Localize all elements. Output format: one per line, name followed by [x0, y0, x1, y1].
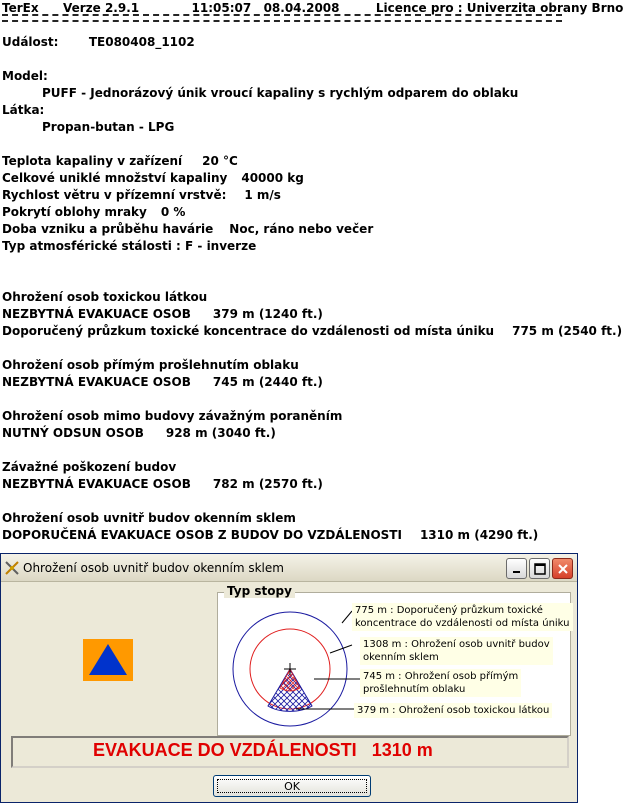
close-button[interactable]	[552, 558, 573, 579]
hazard-title: Závažné poškození budov	[2, 460, 177, 474]
hazard-icon	[4, 560, 20, 576]
legend-item: 379 m : Ohrožení osob toxickou látkou	[354, 703, 552, 718]
minimize-icon	[510, 562, 524, 576]
ok-button[interactable]: OK	[213, 775, 371, 797]
leader-line	[330, 645, 352, 653]
hazard-action: NUTNÝ ODSUN OSOB 928 m (3040 ft.)	[2, 426, 276, 440]
dialog-title: Ohrožení osob uvnitř budov okenním sklem	[23, 561, 284, 575]
substance-label: Látka:	[2, 103, 45, 117]
hazard-title: Ohrožení osob mimo budovy závažným poraněním	[2, 409, 343, 423]
param-row: Doba vzniku a průběhu havárie Noc, ráno nebo večer	[2, 222, 374, 236]
hazard-action: NEZBYTNÁ EVAKUACE OSOB 745 m (2440 ft.)	[2, 375, 323, 389]
group-label: Typ stopy	[224, 584, 295, 598]
model-label: Model:	[2, 69, 48, 83]
minimize-button[interactable]	[506, 558, 527, 579]
model-value: PUFF - Jednorázový únik vroucí kapaliny s rychlým odparem do oblaku	[42, 86, 519, 100]
maximize-button[interactable]	[529, 558, 550, 579]
hazard-recommendation: Doporučený průzkum toxické koncentrace do vzdálenosti od místa úniku 775 m (2540 ft.)	[2, 324, 623, 338]
hazard-action: NEZBYTNÁ EVAKUACE OSOB 782 m (2570 ft.)	[2, 477, 323, 491]
event-id: TE080408_1102	[88, 35, 195, 49]
legend-item: 1308 m : Ohrožení osob uvnitř budov okenním sklem	[360, 637, 553, 665]
leader-line	[342, 611, 352, 623]
param-row: Rychlost větru v přízemní vrstvě: 1 m/s	[2, 188, 281, 202]
warning-panel	[3, 584, 215, 736]
stability-line: Typ atmosférické stálosti : F - inverze	[2, 239, 257, 253]
dialog-titlebar[interactable]	[1, 554, 577, 582]
trace-type-group	[217, 584, 571, 736]
param-row: Celkové uniklé množství kapaliny 40000 kg	[2, 171, 304, 185]
hazard-title: Ohrožení osob přímým prošlehnutím oblaku	[2, 358, 299, 372]
substance-value: Propan-butan - LPG	[42, 120, 175, 134]
hazard-title: Ohrožení osob toxickou látkou	[2, 290, 208, 304]
result-dialog	[0, 553, 578, 803]
hazard-action: NEZBYTNÁ EVAKUACE OSOB 379 m (1240 ft.)	[2, 307, 323, 321]
license-text: Licence pro : Univerzita obrany Brno	[375, 1, 623, 15]
report-time: 11:05:07	[191, 1, 252, 15]
result-value: 1310 m	[371, 740, 433, 760]
app-name: TerEx	[2, 1, 39, 15]
result-text	[93, 740, 433, 761]
param-row: Teplota kapaliny v zařízení 20 °C	[2, 154, 238, 168]
legend-item: 775 m : Doporučený průzkum toxické koncentrace do vzdálenosti od místa úniku	[352, 603, 573, 631]
result-box	[11, 736, 569, 768]
separator-line	[2, 14, 562, 22]
result-label: EVAKUACE DO VZDÁLENOSTI	[93, 740, 357, 760]
hazard-title: Ohrožení osob uvnitř budov okenním sklem	[2, 511, 296, 525]
close-icon	[556, 562, 570, 576]
report-date: 08.04.2008	[263, 1, 340, 15]
param-row: Pokrytí oblohy mraky 0 %	[2, 205, 186, 219]
hazard-action: DOPORUČENÁ EVAKUACE OSOB Z BUDOV DO VZDÁLENOSTI 1310 m (4290 ft.)	[2, 528, 539, 542]
warning-sign-icon	[83, 639, 133, 681]
app-version: Verze 2.9.1	[62, 1, 140, 15]
event-line: Událost: TE080408_1102	[2, 35, 195, 49]
legend-item: 745 m : Ohrožení osob přímým prošlehnutím oblaku	[360, 669, 521, 697]
maximize-icon	[533, 562, 547, 576]
